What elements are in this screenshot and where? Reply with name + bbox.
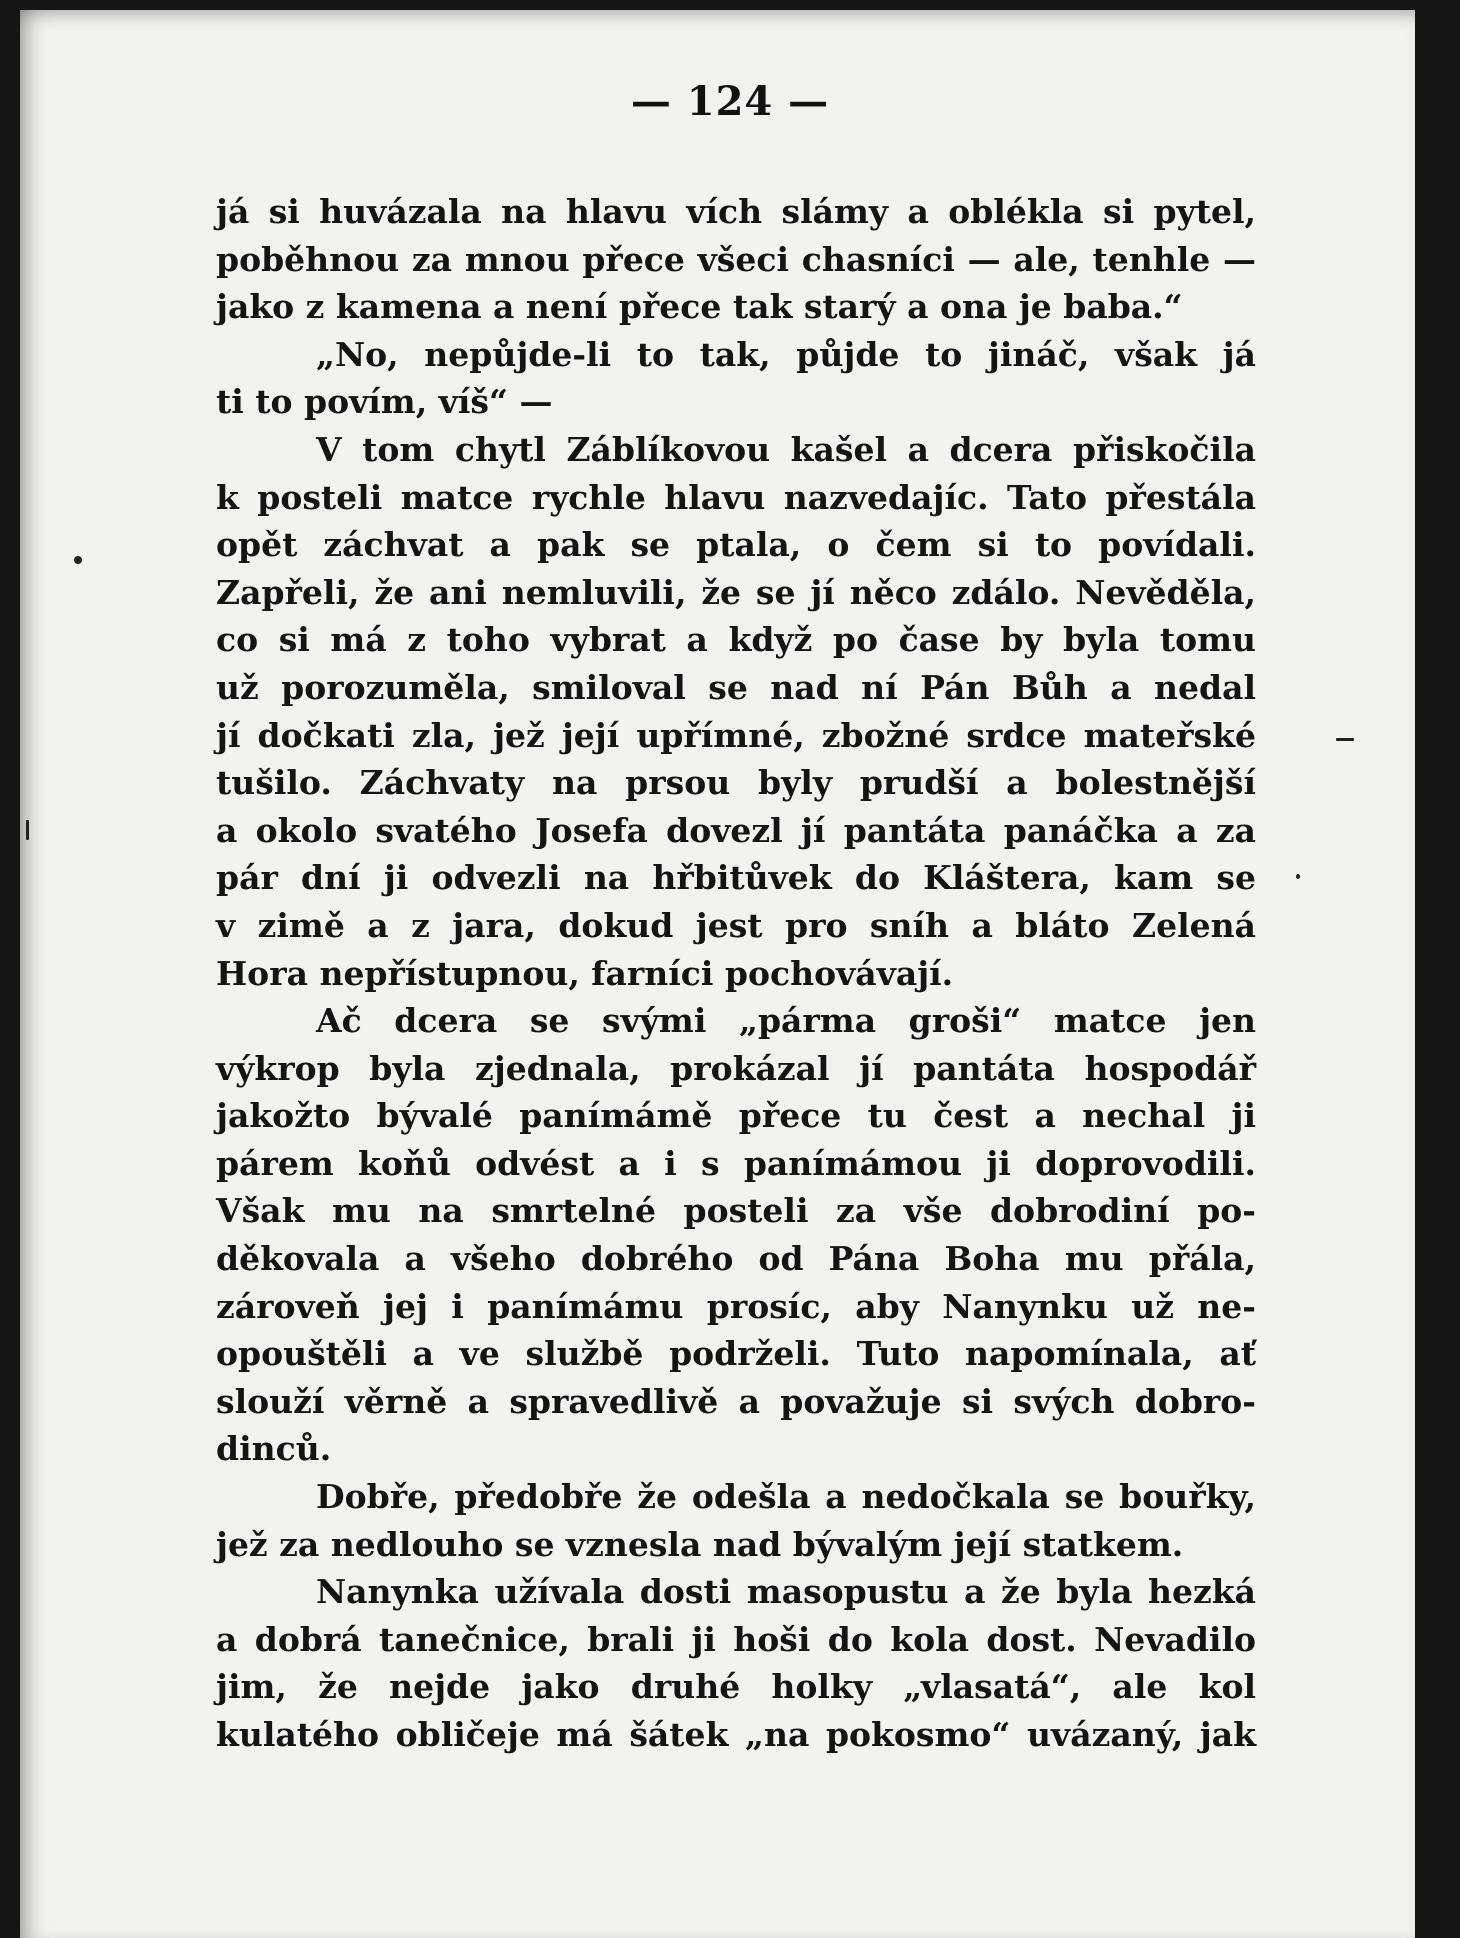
text-line: zároveň jej i panímámu prosíc, aby Nanynku už ne- bbox=[216, 1286, 1256, 1326]
text-line: V tom chytl Záblíkovou kašel a dcera přiskočila bbox=[316, 429, 1256, 469]
text-line: opouštěli a ve službě podrželi. Tuto napomínala, ať bbox=[216, 1334, 1256, 1374]
text-line: v zimě a z jara, dokud jest pro sníh a bláto Zelená bbox=[216, 905, 1256, 945]
text-line: výkrop byla zjednala, prokázal jí pantáta hospodář bbox=[216, 1048, 1256, 1088]
text-line: Ač dcera se svými „párma groši“ matce jen bbox=[316, 1001, 1256, 1041]
speck bbox=[26, 820, 29, 840]
text-line: co si má z toho vybrat a když po čase by byla tomu bbox=[216, 620, 1256, 660]
text-line: k posteli matce rychle hlavu nazvedajíc. Tato přestála bbox=[216, 477, 1256, 517]
text-line: a dobrá tanečnice, brali ji hoši do kola dost. Nevadilo bbox=[216, 1619, 1256, 1659]
text-line: párem koňů odvést a i s panímámou ji doprovodili. bbox=[216, 1143, 1256, 1183]
text-line: Nanynka užívala dosti masopustu a že byla hezká bbox=[316, 1572, 1256, 1612]
text-line: už porozuměla, smiloval se nad ní Pán Bůh a nedal bbox=[216, 667, 1256, 707]
text-line: „No, nepůjde-li to tak, půjde to jináč, však já bbox=[316, 334, 1256, 374]
text-line: a okolo svatého Josefa dovezl jí pantáta panáčka a za bbox=[216, 810, 1256, 850]
speck bbox=[74, 556, 82, 564]
text-line: jí dočkati zla, jež její upřímné, zbožné srdce mateřské bbox=[216, 715, 1256, 755]
text-line: já si huvázala na hlavu vích slámy a oblékla si pytel, bbox=[216, 192, 1256, 231]
speck bbox=[1296, 874, 1300, 879]
text-line: kulatého obličeje má šátek „na pokosmo“ uvázaný, jak bbox=[216, 1715, 1256, 1754]
text-line: jež za nedlouho se vznesla nad bývalým její statkem. bbox=[216, 1524, 1184, 1564]
text-line: jakožto bývalé panímámě přece tu čest a nechal ji bbox=[216, 1096, 1256, 1136]
text-line: pár dní ji odvezli na hřbitůvek do Kláštera, kam se bbox=[216, 858, 1256, 898]
text-line: poběhnou za mnou přece všeci chasníci — ale, tenhle — bbox=[216, 239, 1256, 279]
text-line: tušilo. Záchvaty na prsou byly prudší a bolestnější bbox=[216, 763, 1256, 803]
text-line: jako z kamena a není přece tak starý a ona je baba.“ bbox=[216, 287, 1183, 327]
text-line: Dobře, předobře že odešla a nedočkala se bouřky, bbox=[316, 1477, 1256, 1517]
text-line: jim, že nejde jako druhé holky „vlasatá“, ale kol bbox=[216, 1667, 1256, 1707]
speck bbox=[1336, 738, 1354, 741]
text-line: Zapřeli, že ani nemluvili, že se jí něco zdálo. Nevěděla, bbox=[216, 572, 1256, 612]
body-text bbox=[216, 188, 1256, 1759]
page-number: — 124 — bbox=[630, 78, 830, 125]
text-line: děkovala a všeho dobrého od Pána Boha mu přála, bbox=[216, 1239, 1256, 1279]
text-line: dinců. bbox=[216, 1429, 332, 1469]
text-line: slouží věrně a spravedlivě a považuje si svých dobro- bbox=[216, 1381, 1256, 1421]
text-line: opět záchvat a pak se ptala, o čem si to povídali. bbox=[216, 525, 1256, 565]
text-line: Však mu na smrtelné posteli za vše dobrodiní po- bbox=[216, 1191, 1256, 1231]
text-line: ti to povím, víš“ — bbox=[216, 382, 553, 422]
text-line: Hora nepřístupnou, farníci pochovávají. bbox=[216, 953, 954, 993]
